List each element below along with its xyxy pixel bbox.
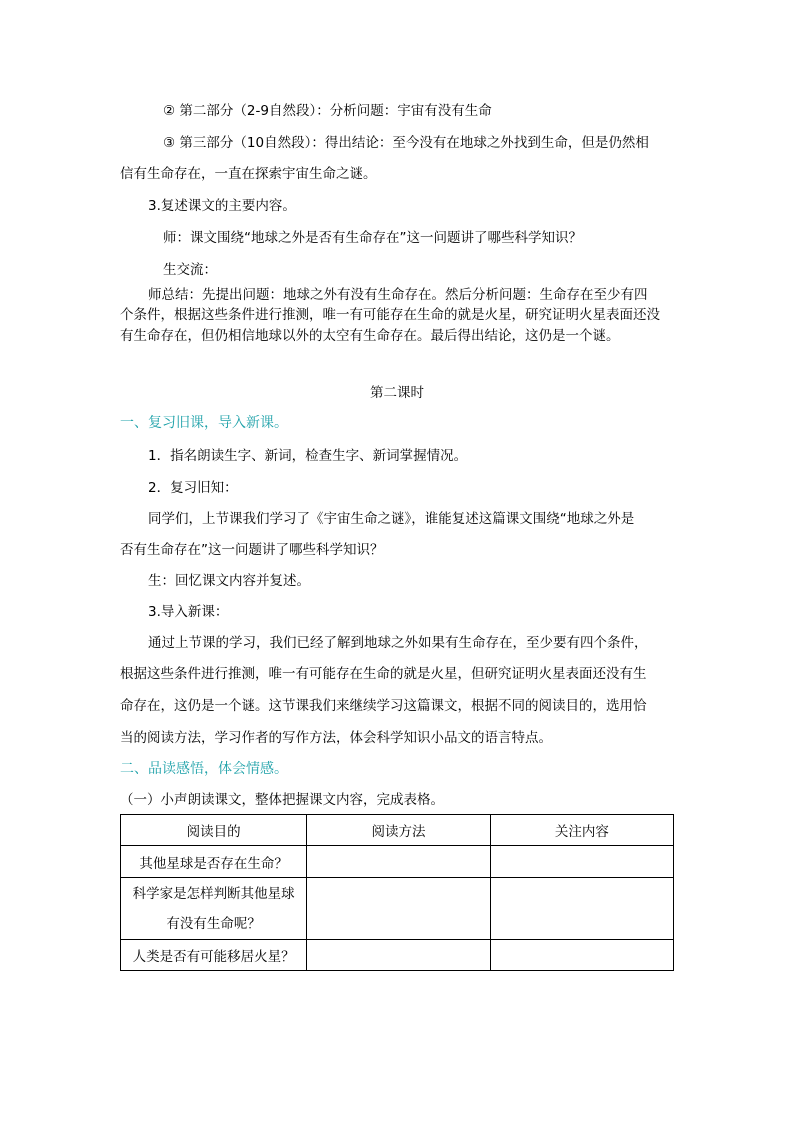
step1-text: 1．指名朗读生字、新词，检查生字、新词掌握情况。: [148, 448, 468, 464]
table-header-row: [121, 815, 674, 846]
table-row: [121, 846, 674, 878]
table-cell-method: [307, 940, 490, 971]
subsection1-text: （一）小声朗读课文，整体把握课文内容，完成表格。: [120, 792, 444, 808]
table-cell-focus: [490, 846, 673, 878]
lesson-title: 第二课时: [370, 385, 424, 401]
part3-text-line2: 信有生命存在，一直在探索宇宙生命之谜。: [120, 166, 377, 182]
reading-table: [120, 814, 674, 971]
table-cell-focus: [490, 878, 673, 940]
table-cell-focus: [490, 940, 673, 971]
intro-line4: 当的阅读方法，学习作者的写作方法，体会科学知识小品文的语言特点。: [120, 730, 552, 746]
table-row: [121, 878, 674, 940]
table-row: [121, 940, 674, 971]
step3-text: 3.导入新课：: [148, 604, 229, 620]
review-line2: 否有生命存在”这一问题讲了哪些科学知识？: [120, 542, 384, 558]
table-header-cell: 关注内容: [490, 815, 673, 846]
summary-line3: 有生命存在，但仍相信地球以外的太空有生命存在。最后得出结论，这仍是一个谜。: [120, 328, 620, 344]
summary-line2: 个条件，根据这些条件进行推测，唯一有可能存在生命的就是火星，研究证明火星表面还没: [120, 307, 660, 323]
section2-heading: 二、品读感悟，体会情感。: [120, 761, 288, 777]
student-answer: 生：回忆课文内容并复述。: [148, 573, 310, 589]
summary-line1: 师总结：先提出问题：地球之外有没有生命存在。然后分析问题：生命存在至少有四: [148, 287, 648, 303]
table-cell-purpose: 其他星球是否存在生命？: [121, 846, 307, 878]
intro-line3: 命存在，这仍是一个谜。这节课我们来继续学习这篇课文，根据不同的阅读目的，选用恰: [120, 698, 647, 714]
table-cell-purpose: 人类是否有可能移居火星？: [121, 940, 307, 971]
table-cell-method: [307, 846, 490, 878]
intro-line1: 通过上节课的学习，我们已经了解到地球之外如果有生命存在，至少要有四个条件，: [148, 635, 648, 651]
student-exchange: 生交流：: [163, 262, 217, 278]
step2-text: 2．复习旧知：: [148, 480, 238, 496]
section1-heading: 一、复习旧课，导入新课。: [120, 415, 288, 431]
review-line1: 同学们，上节课我们学习了《宇宙生命之谜》，谁能复述这篇课文围绕“地球之外是: [148, 511, 635, 527]
table-header-cell: 阅读目的: [121, 815, 307, 846]
table-cell-method: [307, 878, 490, 940]
table-header-cell: 阅读方法: [307, 815, 490, 846]
task3-text: 3.复述课文的主要内容。: [148, 198, 296, 214]
table-cell-purpose-line2: 有没有生命呢？: [166, 915, 261, 932]
part3-text-line1: ③ 第三部分（10自然段）：得出结论：至今没有在地球之外找到生命，但是仍然相: [163, 135, 649, 151]
teacher-question: 师：课文围绕“地球之外是否有生命存在”这一问题讲了哪些科学知识？: [163, 230, 582, 246]
part2-text: ② 第二部分（2-9自然段）：分析问题：宇宙有没有生命: [163, 103, 492, 119]
table-cell-purpose: [121, 878, 307, 940]
table-cell-purpose-line1: 科学家是怎样判断其他星球: [132, 885, 295, 902]
intro-line2: 根据这些条件进行推测，唯一有可能存在生命的就是火星，但研究证明火星表面还没有生: [120, 666, 647, 682]
